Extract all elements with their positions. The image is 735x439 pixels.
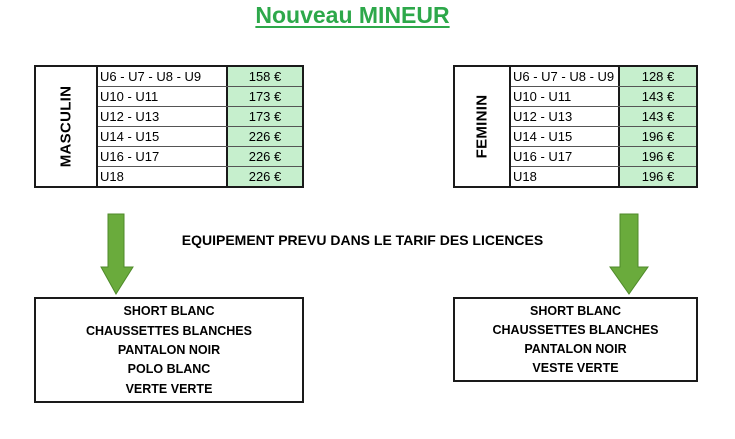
table-row — [511, 127, 696, 147]
category-cell-feminin — [455, 67, 511, 186]
equipment-item: PANTALON NOIR — [524, 342, 627, 356]
price: 196 € — [620, 127, 696, 146]
equipment-item: VESTE VERTE — [532, 361, 619, 375]
category-cell-masculin — [36, 67, 98, 186]
down-arrow-icon — [100, 213, 134, 295]
category-label-masculin: MASCULIN — [57, 85, 75, 168]
age-group: U14 - U15 — [98, 127, 228, 146]
table-row — [511, 147, 696, 167]
equipment-item: SHORT BLANC — [530, 304, 621, 318]
tariff-table-feminin — [453, 65, 698, 188]
table-row — [511, 107, 696, 127]
price: 158 € — [228, 67, 302, 86]
price: 143 € — [620, 87, 696, 106]
price: 226 € — [228, 127, 302, 146]
age-group: U6 - U7 - U8 - U9 — [98, 67, 228, 86]
age-group: U18 — [98, 167, 228, 186]
price: 143 € — [620, 107, 696, 126]
table-row — [98, 167, 302, 186]
age-group: U6 - U7 - U8 - U9 — [511, 67, 620, 86]
table-row — [98, 87, 302, 107]
table-row — [511, 167, 696, 186]
equipment-box-feminin — [453, 297, 698, 382]
age-group: U12 - U13 — [511, 107, 620, 126]
equipment-item: SHORT BLANC — [123, 304, 215, 319]
table-row — [511, 67, 696, 87]
price: 226 € — [228, 147, 302, 166]
tariff-table-masculin — [34, 65, 304, 188]
age-group: U16 - U17 — [98, 147, 228, 166]
table-row — [98, 107, 302, 127]
equipment-item: PANTALON NOIR — [117, 342, 221, 357]
equipment-item: CHAUSSETTES BLANCHES — [492, 323, 659, 337]
age-group: U10 - U11 — [98, 87, 228, 106]
price: 226 € — [228, 167, 302, 186]
age-group: U16 - U17 — [511, 147, 620, 166]
equipment-heading: EQUIPEMENT PREVU DANS LE TARIF DES LICENCES — [181, 232, 544, 248]
equipment-item: VERTE VERTE — [125, 381, 213, 396]
category-label-feminin: FEMININ — [473, 94, 491, 159]
price: 196 € — [620, 147, 696, 166]
age-group: U10 - U11 — [511, 87, 620, 106]
equipment-item: CHAUSSETTES BLANCHES — [86, 323, 252, 338]
table-row — [511, 87, 696, 107]
price: 128 € — [620, 67, 696, 86]
price: 196 € — [620, 167, 696, 186]
table-row — [98, 147, 302, 167]
price: 173 € — [228, 107, 302, 126]
table-row — [98, 67, 302, 87]
equipment-item: POLO BLANC — [127, 362, 211, 377]
age-group: U12 - U13 — [98, 107, 228, 126]
age-group: U18 — [511, 167, 620, 186]
price: 173 € — [228, 87, 302, 106]
page-title: Nouveau MINEUR — [255, 2, 450, 28]
down-arrow-icon — [609, 213, 649, 295]
age-group: U14 - U15 — [511, 127, 620, 146]
equipment-box-masculin — [34, 297, 304, 403]
table-row — [98, 127, 302, 147]
